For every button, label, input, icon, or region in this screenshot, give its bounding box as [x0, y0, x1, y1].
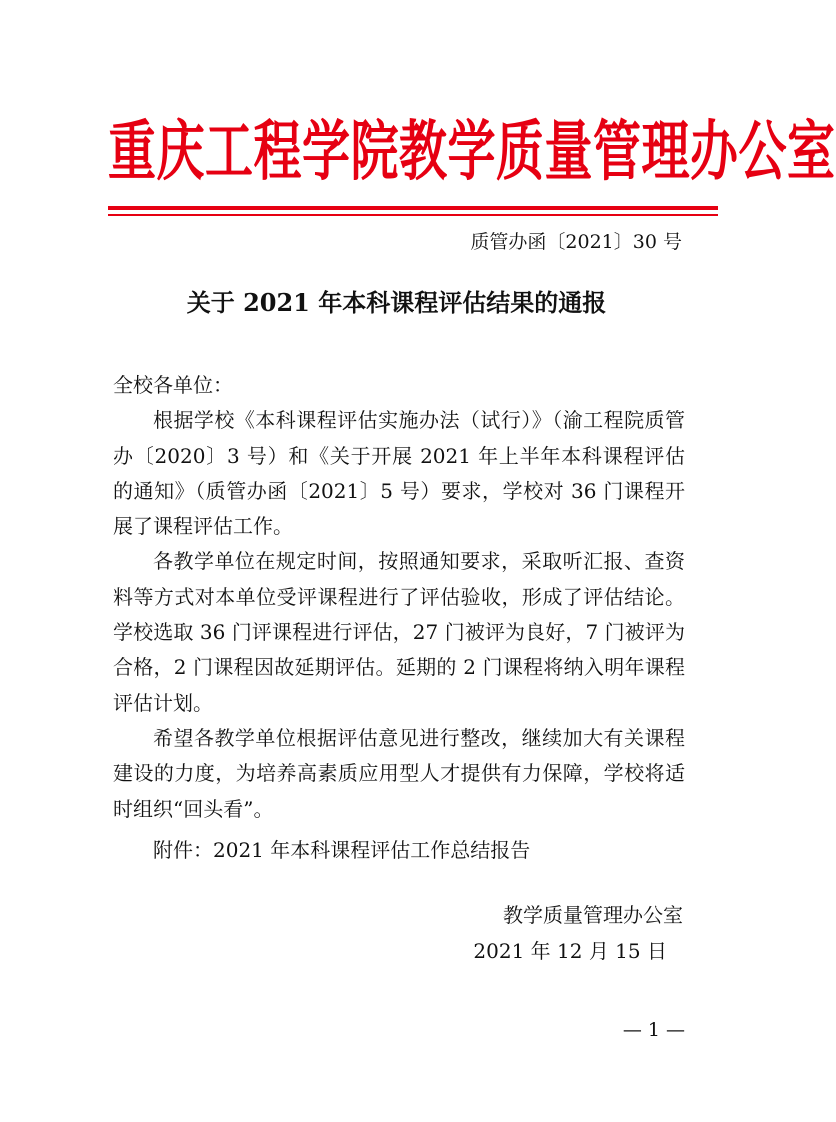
attachment-line: 附件：2021 年本科课程评估工作总结报告 [153, 838, 531, 862]
salutation: 全校各单位： [113, 373, 233, 397]
body-paragraph: 各教学单位在规定时间，按照通知要求，采取听汇报、查资料等方式对本单位受评课程进行了评估验收，形成了评估结论。学校选取 36 门评课程进行评估，27 门被评为良好，7 门被评为合格，2 门课程因故延期评估。延期的 2 门课程将纳入明年课程评估计划。 [113, 549, 685, 715]
document-number: 质管办函〔2021〕30 号 [470, 231, 682, 253]
document-body [113, 368, 685, 827]
signature-org: 教学质量管理办公室 [503, 903, 683, 927]
masthead-rule-thin [108, 214, 718, 216]
signature-date: 2021 年 12 月 15 日 [473, 939, 667, 963]
masthead-org-name: 重庆工程学院教学质量管理办公室 [108, 114, 836, 190]
body-paragraph: 希望各教学单位根据评估意见进行整改，继续加大有关课程建设的力度，为培养高素质应用型人才提供有力保障，学校将适时组织“回头看”。 [113, 725, 685, 821]
document-title: 关于 2021 年本科课程评估结果的通报 [186, 288, 607, 317]
masthead-rule-thick [108, 206, 718, 210]
body-paragraph: 根据学校《本科课程评估实施办法（试行）》（渝工程院质管办〔2020〕3 号）和《关于开展 2021 年上半年本科课程评估的通知》（质管办函〔2021〕5 号）要求，学校对 36 门课程开展了课程评估工作。 [113, 408, 685, 539]
page-number: — 1 — [622, 1019, 685, 1041]
